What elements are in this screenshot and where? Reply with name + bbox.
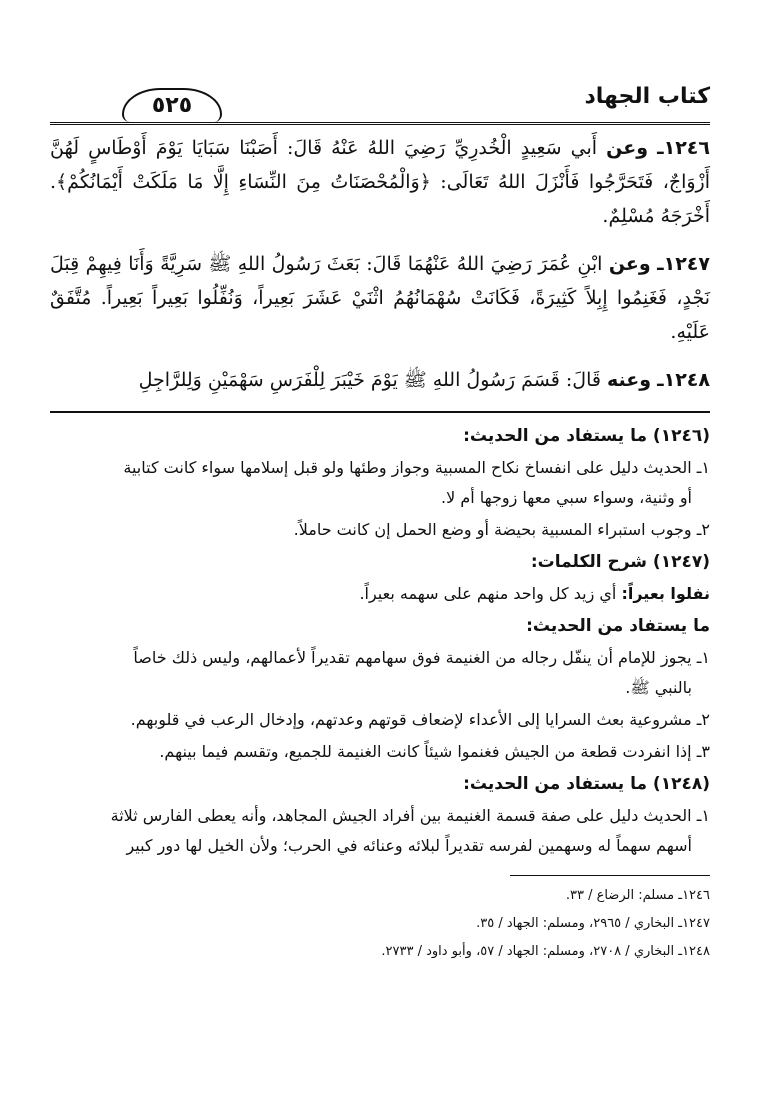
footnote: ١٢٤٦ـ مسلم: الرضاع / ٣٣. xyxy=(565,888,710,903)
point-text: ٣ـ إذا انفردت قطعة من الجيش فغنموا شيئاً كانت الغنيمة للجميع، وتقسم فيما بينهم. xyxy=(159,742,710,761)
benefit-point xyxy=(50,643,710,703)
hadith-1246 xyxy=(50,131,710,233)
section-heading-1248: (١٢٤٨) ما يستفاد من الحديث: xyxy=(463,774,710,794)
hadith-1248 xyxy=(50,363,710,397)
point-text: ١ـ الحديث دليل على انفساخ نكاح المسبية وجواز وطئها ولو قبل إسلامها سواء كانت كتابية xyxy=(123,458,710,477)
benefit-point xyxy=(50,705,710,735)
footnotes-rule xyxy=(510,875,710,876)
footnote: ١٢٤٧ـ البخاري / ٢٩٦٥، ومسلم: الجهاد / ٣٥. xyxy=(476,916,710,931)
page-number: ٥٢٥ xyxy=(122,88,222,122)
point-text: ٢ـ مشروعية بعث السرايا إلى الأعداء لإضعاف قوتهم وعدتهم، وإدخال الرعب في قلوبهم. xyxy=(130,710,710,729)
hadith-text: أَبي سَعِيدٍ الْخُدرِيِّ رَضِيَ اللهُ عَنْهُ قَالَ: أَصَبْنَا سَبَايَا يَوْمَ أَوْطَاسٍ لَهُنَّ أَزْوَاجٌ، فَتَحَرَّجُوا فَأَنْزَلَ اللهُ تَعَالَى: ﴿وَالْمُحْصَنَاتُ مِنَ النِّسَاءِ إِلَّا مَا مَلَكَتْ أَيْمَانُكُمْ﴾. أَخْرَجَهُ مُسْلِمٌ. xyxy=(50,137,710,227)
point-continuation: أو وثنية، وسواء سبي معها زوجها أم لا. xyxy=(441,488,692,507)
book-page xyxy=(50,80,710,1090)
hadith-number: ١٢٤٦ـ xyxy=(657,137,710,159)
benefit-point xyxy=(50,515,710,545)
hadith-1247 xyxy=(50,247,710,349)
word-gloss xyxy=(50,579,710,609)
section-heading-1247-benefits: ما يستفاد من الحديث: xyxy=(526,616,710,636)
point-continuation: أسهم سهماً له وسهمين لفرسه تقديراً لبلائه وعنائه في الحرب؛ ولأن الخيل لها دور كبير xyxy=(126,836,692,855)
hadith-text: قَالَ: قَسَمَ رَسُولُ اللهِ ﷺ يَوْمَ خَيْبَرَ لِلْفَرَسِ سَهْمَيْنِ وَلِلرَّاجِلِ xyxy=(138,369,601,391)
hadith-opening: وعنه xyxy=(606,369,652,391)
section-heading-1247-words: (١٢٤٧) شرح الكلمات: xyxy=(530,552,710,572)
benefit-point xyxy=(50,737,710,767)
point-continuation: بالنبي ﷺ. xyxy=(625,678,692,697)
hadith-opening: وعن xyxy=(606,137,649,159)
point-text: ١ـ الحديث دليل على صفة قسمة الغنيمة بين أفراد الجيش المجاهد، وأنه يعطى الفارس ثلاثة xyxy=(110,806,710,825)
hadith-texts xyxy=(50,131,710,397)
point-text: ٢ـ وجوب استبراء المسبية بحيضة أو وضع الحمل إن كانت حاملاً. xyxy=(293,520,710,539)
gloss-term: نفلوا بعيراً: xyxy=(621,584,710,603)
gloss-definition: أي زيد كل واحد منهم على سهمه بعيراً. xyxy=(359,584,617,603)
hadith-text: ابْنِ عُمَرَ رَضِيَ اللهُ عَنْهُمَا قَالَ: بَعَثَ رَسُولُ اللهِ ﷺ سَرِيَّةً وَأَنَا فِيهِمْ قِبَلَ نَجْدٍ، فَغَنِمُوا إِبِلاً كَثِيرَةً، فَكَانَتْ سُهْمَانُهُمُ اثْنَيْ عَشَرَ بَعِيراً، وَنُفِّلُوا بَعِيراً بَعِيراً. مُتَّفَقٌ عَلَيْهِ. xyxy=(50,253,710,343)
footnote: ١٢٤٨ـ البخاري / ٢٧٠٨، ومسلم: الجهاد / ٥٧، وأبو داود / ٢٧٣٣. xyxy=(381,944,710,959)
page-header xyxy=(50,80,710,125)
commentary xyxy=(50,421,710,861)
book-title: كتاب الجهاد xyxy=(584,84,710,109)
point-text: ١ـ يجوز للإمام أن ينفّل رجاله من الغنيمة فوق سهامهم تقديراً لأعمالهم، وليس ذلك خاصاً xyxy=(133,648,710,667)
benefit-point xyxy=(50,801,710,861)
section-heading-1246: (١٢٤٦) ما يستفاد من الحديث: xyxy=(463,426,710,446)
hadith-number: ١٢٤٧ـ xyxy=(657,253,710,275)
benefit-point xyxy=(50,453,710,513)
section-divider xyxy=(50,411,710,413)
hadith-number: ١٢٤٨ـ xyxy=(657,369,710,391)
hadith-opening: وعن xyxy=(608,253,651,275)
footnotes xyxy=(50,882,710,966)
